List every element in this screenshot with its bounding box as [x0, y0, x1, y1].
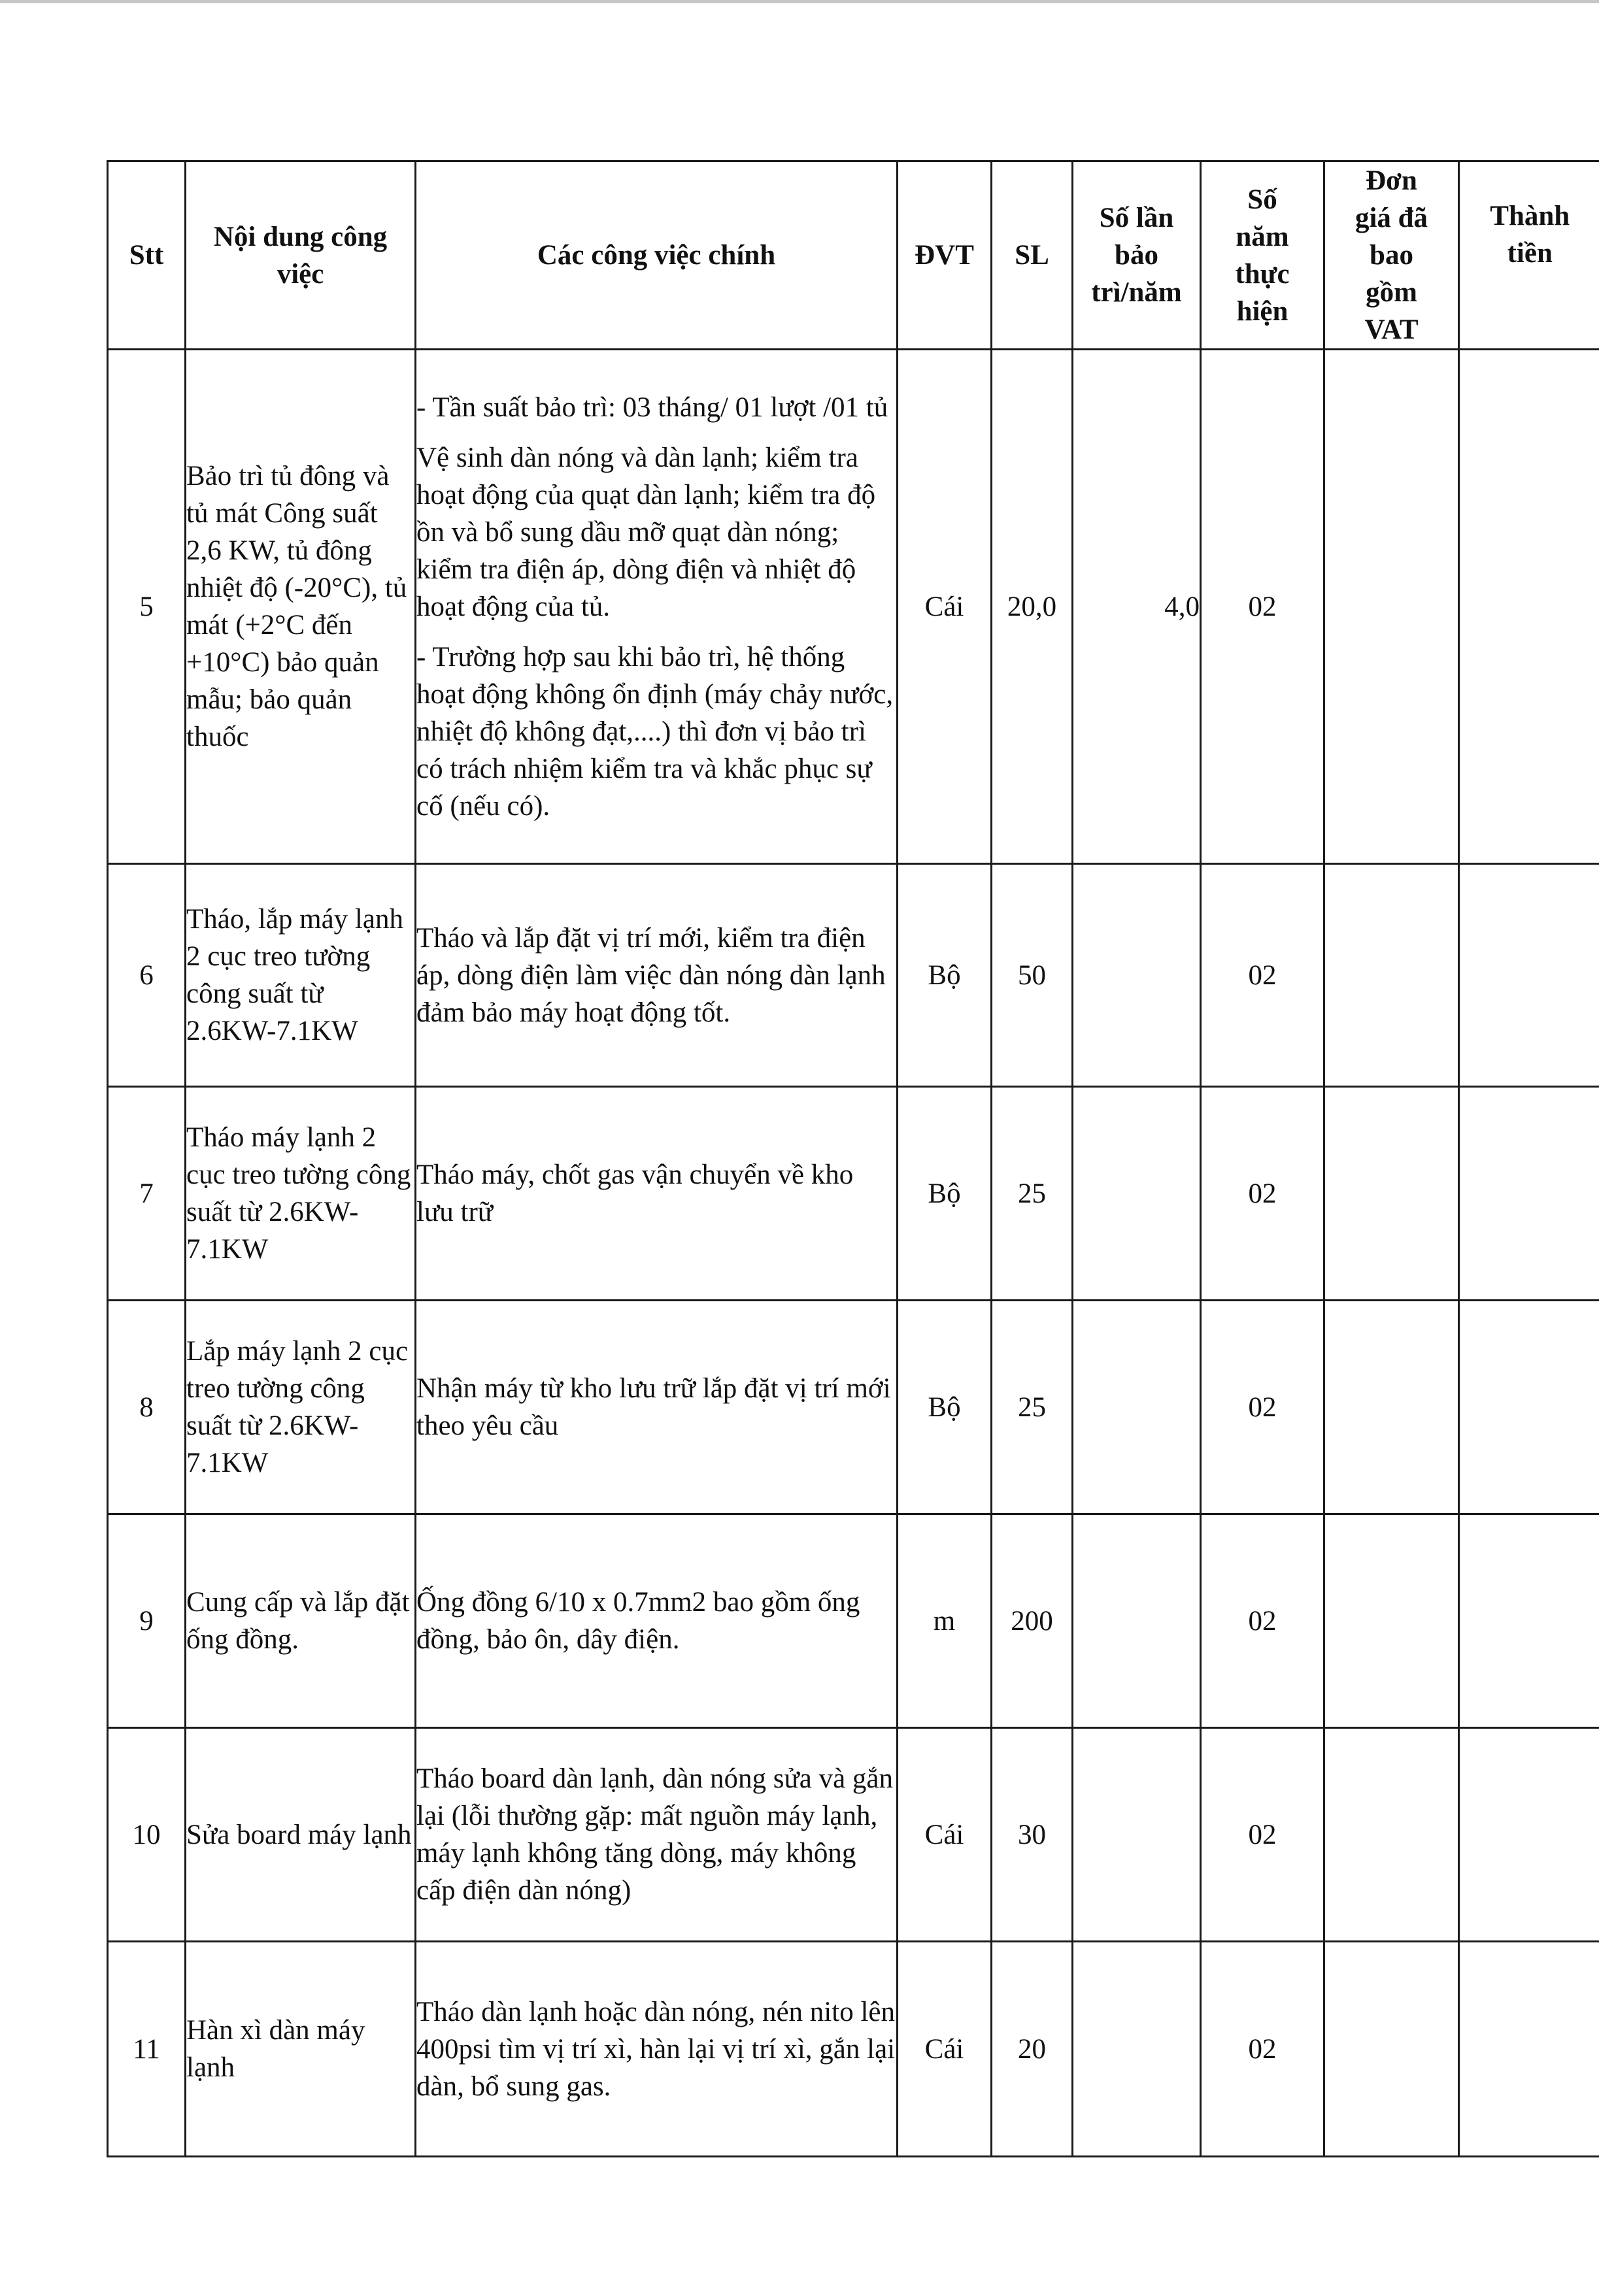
header-sl: SL [992, 161, 1073, 350]
work-line: - Trường hợp sau khi bảo trì, hệ thống hoạt động không ổn định (máy chảy nước, nhiệt độ không đạt,....) thì đơn vị bảo trì có trách nhiệm kiểm tra và khắc phục sự cố (nếu có). [416, 641, 894, 822]
cell-sl: 30 [992, 1728, 1073, 1942]
cell-don-gia [1324, 1728, 1459, 1942]
cell-noi-dung: Bảo trì tủ đông và tủ mát Công suất 2,6 KW, tủ đông nhiệt độ (-20°C), tủ mát (+2°C đến +10°C) bảo quản mẫu; bảo quản thuốc [186, 350, 416, 864]
cell-so-nam: 02 [1201, 1942, 1324, 2157]
table-row [108, 1514, 1599, 1728]
cell-noi-dung: Tháo máy lạnh 2 cục treo tường công suất từ 2.6KW- 7.1KW [186, 1087, 416, 1301]
cell-noi-dung: Lắp máy lạnh 2 cục treo tường công suất từ 2.6KW- 7.1KW [186, 1301, 416, 1514]
cell-dvt: Bộ [898, 1087, 992, 1301]
header-noi-dung: Nội dung công việc [186, 161, 416, 350]
cell-noi-dung: Tháo, lắp máy lạnh 2 cục treo tường công suất từ 2.6KW-7.1KW [186, 864, 416, 1087]
cell-stt: 9 [108, 1514, 186, 1728]
table-row [108, 1942, 1599, 2157]
header-row [108, 161, 1599, 350]
cell-don-gia [1324, 864, 1459, 1087]
cell-thanh-tien [1459, 864, 1599, 1087]
table-row [108, 1301, 1599, 1514]
work-line: Tháo máy, chốt gas vận chuyển về kho lưu trữ [416, 1159, 854, 1227]
cell-stt: 6 [108, 864, 186, 1087]
header-cong-viec: Các công việc chính [416, 161, 898, 350]
cell-stt: 8 [108, 1301, 186, 1514]
cell-so-lan: 4,0 [1073, 350, 1201, 864]
table-row [108, 1728, 1599, 1942]
cell-sl: 50 [992, 864, 1073, 1087]
cell-stt: 11 [108, 1942, 186, 2157]
cell-dvt: Cái [898, 350, 992, 864]
work-line: - Tần suất bảo trì: 03 tháng/ 01 lượt /01 tủ [416, 391, 888, 423]
table-row [108, 864, 1599, 1087]
cell-so-lan [1073, 1087, 1201, 1301]
cell-noi-dung: Sửa board máy lạnh [186, 1728, 416, 1942]
cell-so-lan [1073, 1728, 1201, 1942]
cell-thanh-tien [1459, 1728, 1599, 1942]
cell-sl: 20,0 [992, 350, 1073, 864]
work-line: Ống đồng 6/10 x 0.7mm2 bao gồm ống đồng, bảo ôn, dây điện. [416, 1587, 860, 1655]
cell-so-lan [1073, 1942, 1201, 2157]
cell-cong-viec [416, 1728, 898, 1942]
cell-sl: 20 [992, 1942, 1073, 2157]
cell-noi-dung: Hàn xì dàn máy lạnh [186, 1942, 416, 2157]
cell-don-gia [1324, 350, 1459, 864]
cell-thanh-tien [1459, 350, 1599, 864]
cell-cong-viec [416, 1087, 898, 1301]
cell-cong-viec [416, 350, 898, 864]
cell-sl: 25 [992, 1301, 1073, 1514]
scan-edge [0, 0, 1599, 3]
cell-stt: 7 [108, 1087, 186, 1301]
cell-noi-dung: Cung cấp và lắp đặt ống đồng. [186, 1514, 416, 1728]
work-line: Nhận máy từ kho lưu trữ lắp đặt vị trí mới theo yêu cầu [416, 1373, 891, 1441]
work-line: Tháo board dàn lạnh, dàn nóng sửa và gắn lại (lỗi thường gặp: mất nguồn máy lạnh, máy lạnh không tăng dòng, máy không cấp điện dàn nóng) [416, 1763, 894, 1906]
cell-sl: 25 [992, 1087, 1073, 1301]
cell-thanh-tien [1459, 1514, 1599, 1728]
cell-cong-viec [416, 1301, 898, 1514]
cell-don-gia [1324, 1301, 1459, 1514]
cell-so-nam: 02 [1201, 1514, 1324, 1728]
header-so-nam: Số năm thực hiện [1201, 161, 1324, 350]
cell-so-lan [1073, 1301, 1201, 1514]
work-line: Vệ sinh dàn nóng và dàn lạnh; kiểm tra hoạt động của quạt dàn lạnh; kiểm tra độ ồn và bổ sung dầu mỡ quạt dàn nóng; kiểm tra điện áp, dòng điện và nhiệt độ hoạt động của tủ. [416, 442, 876, 622]
work-line: Tháo dàn lạnh hoặc dàn nóng, nén nito lên 400psi tìm vị trí xì, hàn lại vị trí xì, gắn lại dàn, bổ sung gas. [416, 1996, 896, 2102]
cell-thanh-tien [1459, 1942, 1599, 2157]
cell-cong-viec [416, 864, 898, 1087]
table-row [108, 1087, 1599, 1301]
cell-thanh-tien [1459, 1087, 1599, 1301]
header-so-lan: Số lần bảo trì/năm [1073, 161, 1201, 350]
cell-don-gia [1324, 1514, 1459, 1728]
cell-so-nam: 02 [1201, 350, 1324, 864]
cell-dvt: Cái [898, 1942, 992, 2157]
cell-dvt: Bộ [898, 1301, 992, 1514]
cell-stt: 5 [108, 350, 186, 864]
cell-don-gia [1324, 1087, 1459, 1301]
cell-so-lan [1073, 864, 1201, 1087]
cell-so-lan [1073, 1514, 1201, 1728]
cell-so-nam: 02 [1201, 1087, 1324, 1301]
header-thanh-tien: Thành tiền [1459, 161, 1599, 350]
cell-so-nam: 02 [1201, 1728, 1324, 1942]
work-line: Tháo và lắp đặt vị trí mới, kiểm tra điện áp, dòng điện làm việc dàn nóng dàn lạnh đảm bảo máy hoạt động tốt. [416, 922, 886, 1028]
cell-so-nam: 02 [1201, 864, 1324, 1087]
cell-sl: 200 [992, 1514, 1073, 1728]
cell-cong-viec [416, 1942, 898, 2157]
cell-dvt: Bộ [898, 864, 992, 1087]
cell-dvt: Cái [898, 1728, 992, 1942]
header-stt: Stt [108, 161, 186, 350]
cell-dvt: m [898, 1514, 992, 1728]
header-dvt: ĐVT [898, 161, 992, 350]
cell-thanh-tien [1459, 1301, 1599, 1514]
table-row [108, 350, 1599, 864]
cell-so-nam: 02 [1201, 1301, 1324, 1514]
header-don-gia: Đơn giá đã bao gồm VAT [1324, 161, 1459, 350]
work-items-table [107, 160, 1599, 2157]
cell-cong-viec [416, 1514, 898, 1728]
cell-don-gia [1324, 1942, 1459, 2157]
cell-stt: 10 [108, 1728, 186, 1942]
